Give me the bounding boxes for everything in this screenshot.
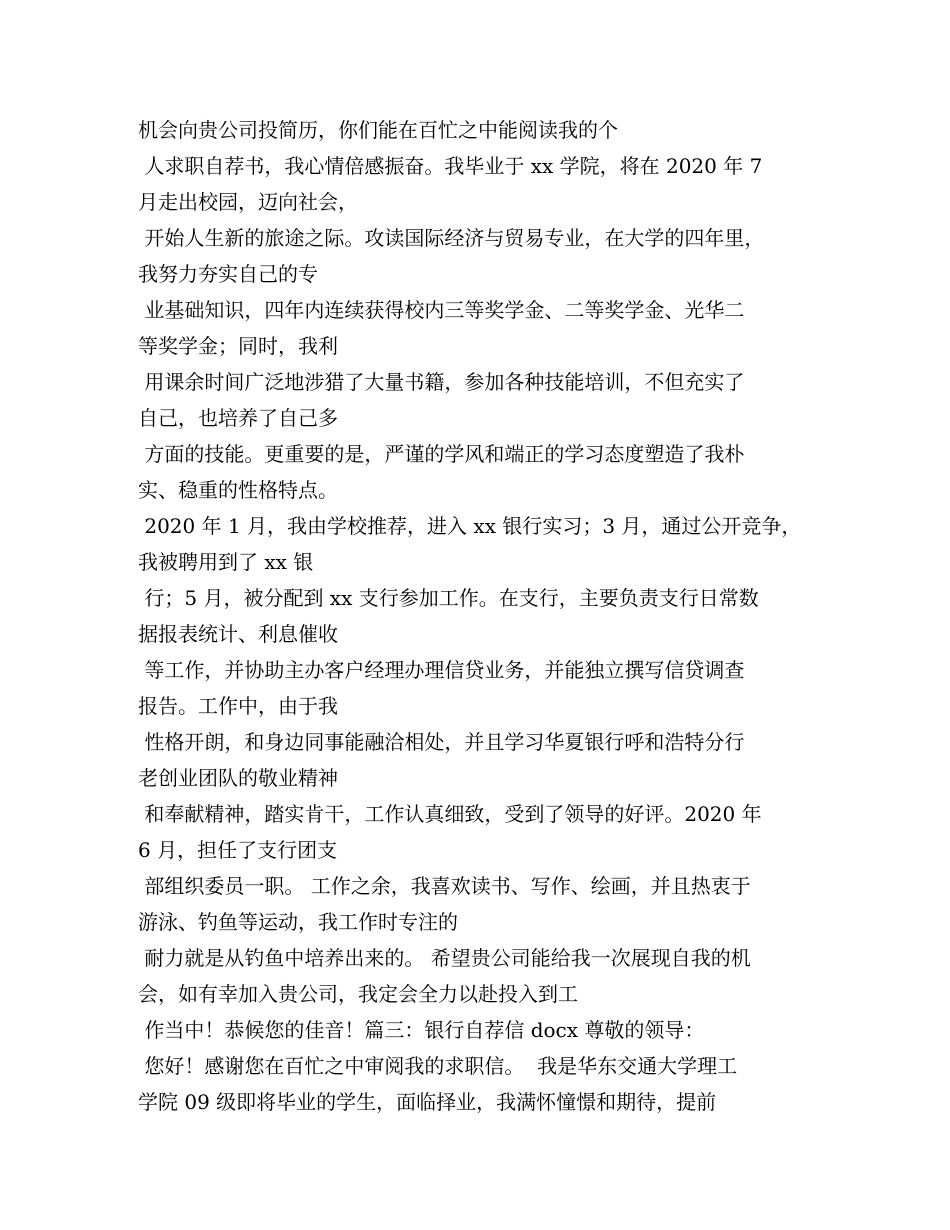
document-body [138,112,828,1120]
text-line: 我努力夯实自己的专 [138,262,318,286]
text-line: 方面的技能。更重要的是，严谨的学风和端正的学习态度塑造了我朴 [138,442,745,466]
text-line: 月走出校园，迈向社会， [138,190,358,214]
text-line: 等工作，并协助主办客户经理办理信贷业务，并能独立撰写信贷调查 [138,658,745,682]
text-line: 您好！感谢您在百忙之中审阅我的求职信。 我是华东交通大学理工 [138,1054,738,1078]
text-line: 业基础知识，四年内连续获得校内三等奖学金、二等奖学金、光华二 [138,298,745,322]
text-line: 实、稳重的性格特点。 [138,478,338,502]
text-line: 老创业团队的敬业精神 [138,766,338,790]
text-line: 性格开朗，和身边同事能融洽相处，并且学习华夏银行呼和浩特分行 [138,730,745,754]
text-line: 机会向贵公司投简历，你们能在百忙之中能阅读我的个 [138,118,618,142]
text-line: 耐力就是从钓鱼中培养出来的。 希望贵公司能给我一次展现自我的机 [138,946,751,970]
text-line: 据报表统计、利息催收 [138,622,338,646]
text-line: 作当中！恭候您的佳音！篇三：银行自荐信 docx 尊敬的领导： [138,1018,705,1042]
text-line: 报告。工作中，由于我 [138,694,338,718]
text-line: 自己，也培养了自己多 [138,406,338,430]
text-line: 6 月，担任了支行团支 [138,838,338,862]
text-line: 等奖学金；同时，我利 [138,334,338,358]
text-line: 学院 09 级即将毕业的学生，面临择业，我满怀憧憬和期待，提前 [138,1090,717,1114]
text-line: 2020 年 1 月，我由学校推荐，进入 xx 银行实习；3 月，通过公开竞争， [138,514,802,538]
text-line: 开始人生新的旅途之际。攻读国际经济与贸易专业，在大学的四年里， [138,226,765,250]
text-line: 会，如有幸加入贵公司，我定会全力以赴投入到工 [138,982,578,1006]
text-line: 部组织委员一职。 工作之余，我喜欢读书、写作、绘画，并且热衷于 [138,874,751,898]
text-line: 游泳、钓鱼等运动，我工作时专注的 [138,910,458,934]
text-line: 用课余时间广泛地涉猎了大量书籍，参加各种技能培训，不但充实了 [138,370,745,394]
text-line: 和奉献精神，踏实肯干，工作认真细致，受到了领导的好评。2020 年 [138,802,762,826]
text-line: 人求职自荐书，我心情倍感振奋。我毕业于 xx 学院，将在 2020 年 7 [138,154,763,178]
text-line: 我被聘用到了 xx 银 [138,550,314,574]
text-line: 行；5 月，被分配到 xx 支行参加工作。在支行，主要负责支行日常数 [138,586,759,610]
